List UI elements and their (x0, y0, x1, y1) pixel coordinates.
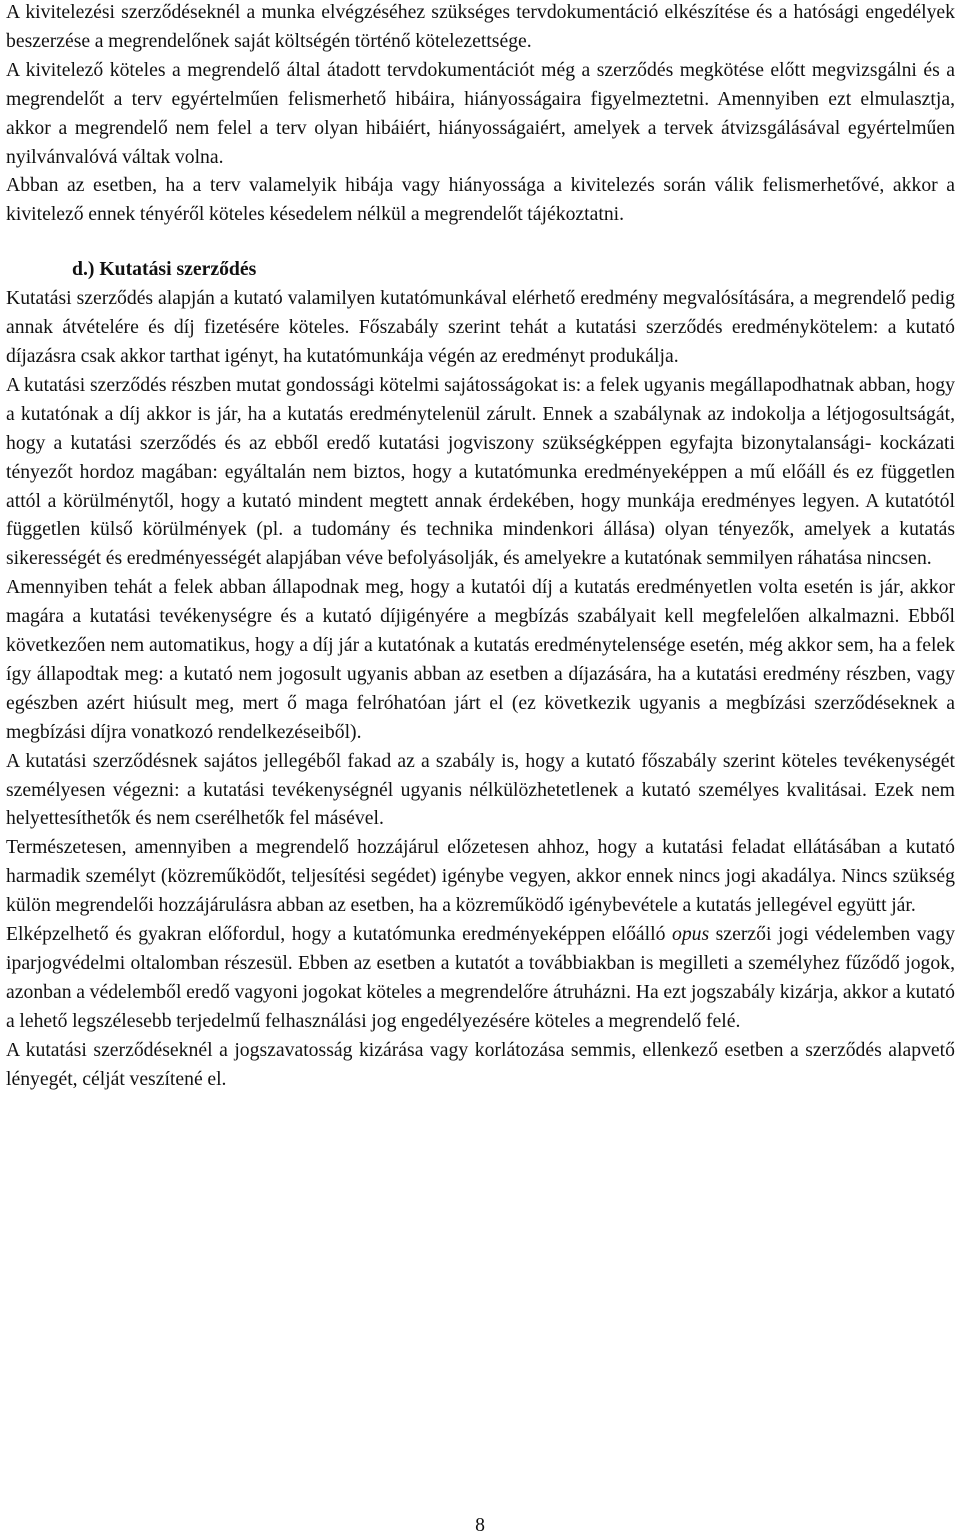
paragraph-defect-notification: Abban az esetben, ha a terv valamelyik hibája vagy hiányossága a kivitelezés során válik felismerhetővé, akkor a kivitelező ennek tényéről köteles késedelem nélkül a megrendelőt tájékoztatni. (6, 174, 955, 226)
paragraph-contractor-review-duty: A kivitelező köteles a megrendelő által átadott tervdokumentációt még a szerződés megkötése előtt megvizsgálni és a megrendelőt a terv egyértelműen felismerhető hibáira, hiányosságaira figyelmeztetni. Amennyiben ezt elmulasztja, akkor a megrendelő nem felel a terv olyan hibáiért, hiányosságaiért, amelyek a tervek átvizsgálásával egyértelműen nyilvánvalóvá váltak volna. (6, 58, 955, 168)
paragraph-diligence-obligation: A kutatási szerződés részben mutat gondossági kötelmi sajátosságokat is: a felek ugyanis megállapodhatnak abban, hogy a kutatónak a díj akkor is jár, ha a kutatás eredménytelenül zárult. Ennek a szabálynak az indokolja a létjogosultságát, hogy a kutatási szerződés és az ebből eredő kutatási jogviszony szükségképpen egyfajta bizonytalansági- kockázati tényezőt hordoz magában: egyáltalán nem biztos, hogy a kutatómunka eredményeképpen a mű előáll és ez független attól a körülménytől, hogy a kutató mindent megtett annak érdekében, hogy munkája eredményes legyen. A kutatótól független külső körülmények (pl. a tudomány és technika mindenkori állása) olyan tényezők, amelyek a kutatás sikerességét és eredményességét alapjában véve befolyásolják, és amelyekre a kutatónak semmilyen ráhatása nincsen. (6, 373, 955, 570)
opus-text-after: szerzői jogi védelemben vagy iparjogvédelmi oltalomban részesül. Ebben az esetben a kutatót a továbbiakban is megilleti a személyhez fűződő jogok, azonban a védelemből eredő vagyoni jogokat köteles a megrendelőre átruházni. Ha ezt jogszabály kizárja, akkor a kutató a lehető legszélesebb terjedelmű felhasználási jog engedélyezésére köteles a megrendelő felé. (6, 923, 955, 1032)
paragraph-research-contract-definition: Kutatási szerződés alapján a kutató valamilyen kutatómunkával elérhető eredmény megvalósítására, a megrendelő pedig annak átvételére és díj fizetésére köteles. Főszabály szerint tehát a kutatási szerződés eredménykötelem: a kutató díjazásra csak akkor tarthat igényt, ha kutatómunkája végén az eredményt produkálja. (6, 287, 955, 367)
paragraph-design-documentation: A kivitelezési szerződéseknél a munka elvégzéséhez szükséges tervdokumentáció elkészítése és a hatósági engedélyek beszerzése a megrendelőnek saját költségén történő kötelezettsége. (6, 1, 955, 52)
paragraph-warranty-exclusion: A kutatási szerződéseknél a jogszavatosság kizárása vagy korlátozása semmis, ellenkező esetben a szerződés alapvető lényegét, célját veszítené el. (6, 1038, 955, 1090)
section-title: Kutatási szerződés (99, 258, 257, 281)
paragraph-copyright-opus (6, 920, 955, 1036)
page-number: 8 (475, 1514, 485, 1536)
opus-text-before: Elképzelhető és gyakran előfordul, hogy a kutatómunka eredményeképpen előálló (6, 923, 672, 946)
paragraph-third-party-involvement: Természetesen, amennyiben a megrendelő hozzájárul előzetesen ahhoz, hogy a kutatási feladat ellátásában a kutató harmadik személyt (közreműködőt, teljesítési segédet) igénybe vegyen, akkor ennek nincs jogi akadálya. Nincs szükség külön megrendelői hozzájárulásra abban az esetben, ha a közreműködő igénybevétele a kutatás jellegével együtt jár. (6, 836, 955, 917)
opus-italic-word: opus (671, 923, 710, 946)
paragraph-personal-performance: A kutatási szerződésnek sajátos jellegéből fakad az a szabály is, hogy a kutató főszabály szerint köteles tevékenységét személyesen végezni: a kutatási tevékenységnél ugyanis nélkülözhetetlenek a kutató személyes kvalitásai. Ezek nem helyettesíthetők és nem cserélhetők fel másével. (6, 749, 955, 830)
section-heading (6, 255, 955, 284)
paragraph-fee-without-result: Amennyiben tehát a felek abban állapodnak meg, hogy a kutatói díj a kutatás eredményetlen volta esetén is jár, akkor magára a kutatási tevékenységre és a kutató díjigényére a megbízás szabályait kell megfelelően alkalmazni. Ebből következően nem automatikus, hogy a díj jár a kutatónak a kutatás eredménytelensége esetén, még akkor sem, ha a felek így állapodtak meg: a kutató nem jogosult ugyanis abban az esetben a díjazására, ha a kutatási eredmény részben, vagy egészben azért hiúsult meg, mert ő maga felróhatóan járt el (ez következik ugyanis a megbízási szerződéseknek a megbízási díjra vonatkozó rendelkezéseiből). (6, 576, 955, 743)
document-page (6, 0, 955, 1094)
section-number: d.) (72, 258, 95, 281)
